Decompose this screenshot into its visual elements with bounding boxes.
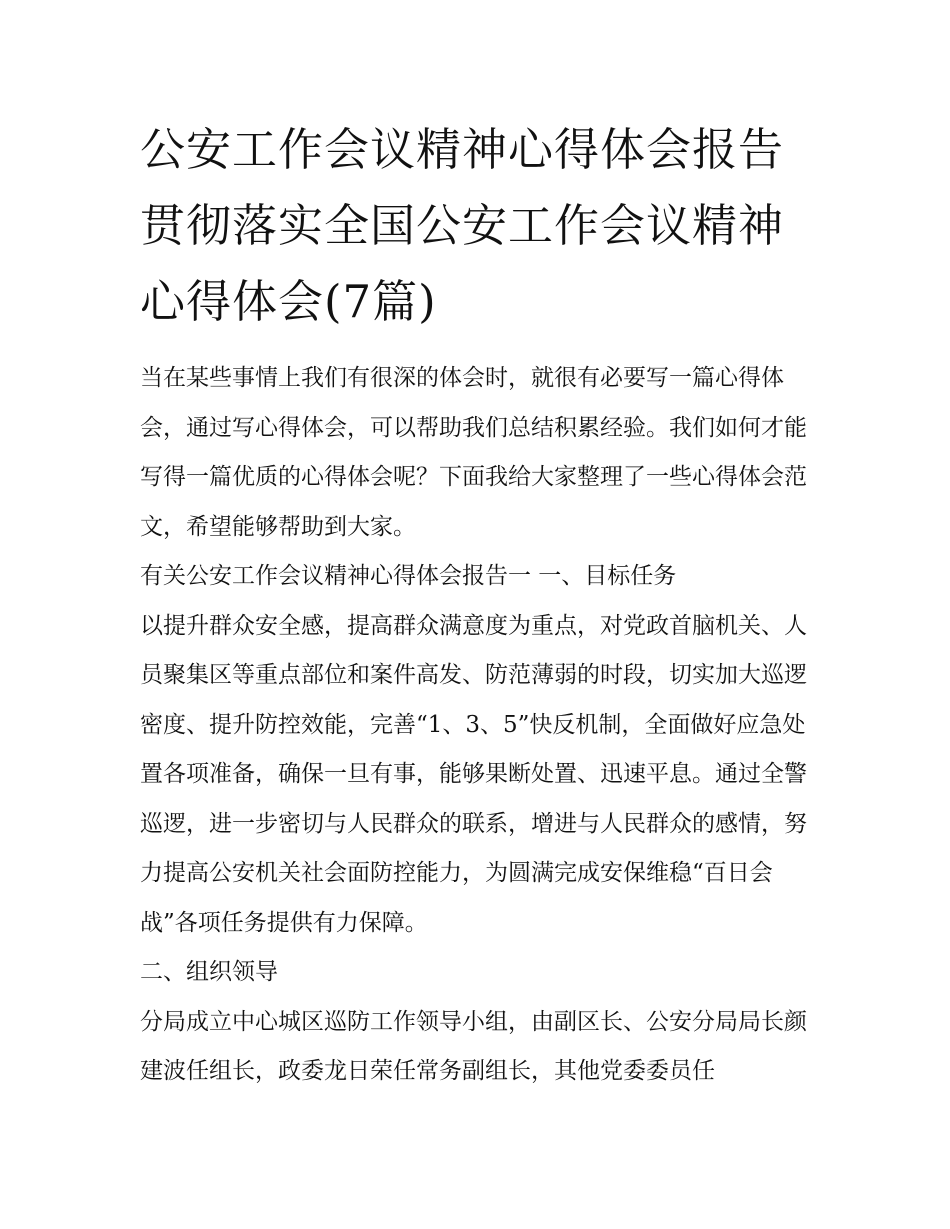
paragraph-goals: 以提升群众安全感，提高群众满意度为重点，对党政首脑机关、人员聚集区等重点部位和案件高发、防范薄弱的时段，切实加大巡逻密度、提升防控效能，完善“1、3、5”快反机制，全面做好应急处置各项准备，确保一旦有事，能够果断处置、迅速平息。通过全警巡逻，进一步密切与人民群众的联系，增进与人民群众的感情，努力提高公安机关社会面防控能力，为圆满完成安保维稳“百日会战”各项任务提供有力保障。	[140, 612, 807, 936]
paragraph-intro: 当在某些事情上我们有很深的体会时，就很有必要写一篇心得体会，通过写心得体会，可以帮助我们总结积累经验。我们如何才能写得一篇优质的心得体会呢？下面我给大家整理了一些心得体会范文，希望能够帮助到大家。	[140, 365, 807, 540]
paragraph-section-heading-1: 有关公安工作会议精神心得体会报告一 一、目标任务	[140, 563, 677, 589]
document-content	[140, 112, 820, 1097]
document-title: 公安工作会议精神心得体会报告 贯彻落实全国公安工作会议精神心得体会(7篇)	[140, 123, 785, 328]
document-body	[140, 354, 820, 1097]
paragraph-organization: 分局成立中心城区巡防工作领导小组，由副区长、公安分局局长颜建波任组长，政委龙日荣任常务副组长，其他党委委员任	[140, 1008, 807, 1084]
paragraph-section-heading-2: 二、组织领导	[140, 959, 278, 985]
